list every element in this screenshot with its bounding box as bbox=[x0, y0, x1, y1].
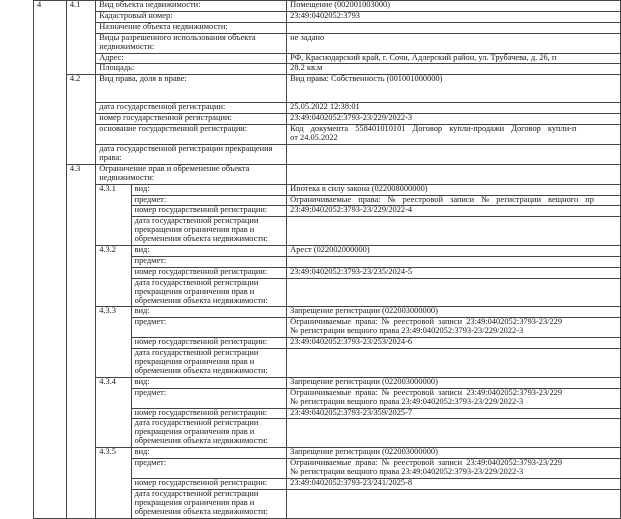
field-value bbox=[287, 125, 621, 145]
field-value: Арест (022002000000) bbox=[287, 246, 621, 257]
field-label: вид: bbox=[131, 246, 287, 257]
table-row bbox=[34, 246, 621, 257]
table-row bbox=[34, 164, 621, 184]
field-label: предмет: bbox=[131, 195, 287, 206]
field-label: дата государственной регистрации: bbox=[96, 103, 287, 114]
value-line: Ограничиваемые права: № реестровой записи № регистрации вещного пр bbox=[290, 194, 594, 204]
field-label: предмет: bbox=[131, 318, 287, 338]
field-value: Вид права: Собственность (001001000000) bbox=[287, 75, 621, 103]
field-label: вид: bbox=[131, 307, 287, 318]
table-row bbox=[34, 114, 621, 125]
field-value: 23:49:0402052:3793-23/253/2024-6 bbox=[287, 338, 621, 349]
table-row bbox=[34, 448, 621, 459]
field-value: 23:49:0402052:3793 bbox=[287, 11, 621, 22]
subsection-number: 4.3.4 bbox=[96, 377, 131, 447]
table-row bbox=[34, 307, 621, 318]
field-value: Запрещение регистрации (022003000000) bbox=[287, 307, 621, 318]
field-value: Ипотека в силу закона (022008000000) bbox=[287, 184, 621, 195]
section-number: 4.1 bbox=[66, 1, 95, 75]
field-label: Назначение объекта недвижимости: bbox=[96, 22, 287, 33]
subsection-number: 4.3.3 bbox=[96, 307, 131, 377]
field-label: Вид объекта недвижимости: bbox=[96, 1, 287, 12]
field-value bbox=[287, 278, 621, 307]
field-value bbox=[287, 217, 621, 246]
field-value: 25.05.2022 12:38:01 bbox=[287, 103, 621, 114]
field-label: Виды разрешенного использования объекта недвижимости: bbox=[96, 33, 287, 53]
field-value bbox=[287, 318, 621, 338]
field-value: 23:49:0402052:3793-23/235/2024-5 bbox=[287, 267, 621, 278]
field-value: 23:49:0402052:3793-23/229/2022-3 bbox=[287, 114, 621, 125]
field-label: дата государственной регистрации прекращения ограничения прав и обременения объекта недвижимости: bbox=[131, 278, 287, 307]
field-value bbox=[287, 388, 621, 408]
table-row bbox=[34, 64, 621, 75]
field-label: номер государственной регистрации: bbox=[131, 206, 287, 217]
subsection-number: 4.3.2 bbox=[96, 246, 131, 307]
field-label: Кадастровый номер: bbox=[96, 11, 287, 22]
field-label: вид: bbox=[131, 448, 287, 459]
value-line: № регистрации вещного права 23:49:0402052:3793-23/229/2022-3 bbox=[290, 466, 524, 476]
field-label: основание государственной регистрации: bbox=[96, 125, 287, 145]
table-row bbox=[34, 53, 621, 64]
field-value bbox=[287, 459, 621, 479]
field-value: Запрещение регистрации (022003000000) bbox=[287, 448, 621, 459]
value-line: № регистрации вещного права 23:49:0402052:3793-23/229/2022-3 bbox=[290, 326, 524, 336]
table-row bbox=[34, 33, 621, 53]
table-row bbox=[34, 11, 621, 22]
field-label: дата государственной регистрации прекращения права: bbox=[96, 144, 287, 164]
field-value bbox=[287, 22, 621, 33]
field-value: 23:49:0402052:3793-23/229/2022-4 bbox=[287, 206, 621, 217]
table-row bbox=[34, 75, 621, 103]
field-label: дата государственной регистрации прекращения ограничения прав и обременения объекта недвижимости: bbox=[131, 349, 287, 378]
value-line: Код документа 558401010101 Договор купли-продажи Договор купли-п bbox=[290, 124, 577, 134]
field-value: 23:49:0402052:3793-23/359/2025-7 bbox=[287, 408, 621, 419]
field-label: дата государственной регистрации прекращения ограничения прав и обременения объекта недвижимости: bbox=[131, 419, 287, 448]
field-label: номер государственной регистрации: bbox=[131, 478, 287, 489]
field-label: Адрес: bbox=[96, 53, 287, 64]
value-line: № регистрации вещного права 23:49:0402052:3793-23/229/2022-3 bbox=[290, 396, 524, 406]
table-row bbox=[34, 22, 621, 33]
field-label: номер государственной регистрации: bbox=[131, 408, 287, 419]
field-label: дата государственной регистрации прекращения ограничения прав и обременения объекта недвижимости: bbox=[131, 217, 287, 246]
field-value bbox=[287, 489, 621, 518]
value-line: Ограничиваемые права: № реестровой записи 23:49:0402052:3793-23/229 bbox=[290, 387, 563, 397]
field-value bbox=[287, 164, 621, 184]
field-label: вид: bbox=[131, 377, 287, 388]
table-row bbox=[34, 144, 621, 164]
field-value bbox=[287, 195, 621, 206]
value-line: Ограничиваемые права: № реестровой записи 23:49:0402052:3793-23/229 bbox=[290, 458, 563, 468]
egrn-object-record-table bbox=[33, 0, 621, 519]
value-line: Ограничиваемые права: № реестровой записи 23:49:0402052:3793-23/229 bbox=[290, 317, 563, 327]
field-label: номер государственной регистрации: bbox=[96, 114, 287, 125]
field-label: Площадь: bbox=[96, 64, 287, 75]
item-number: 4 bbox=[34, 1, 67, 519]
subsection-number: 4.3.1 bbox=[96, 184, 131, 245]
field-value bbox=[287, 256, 621, 267]
field-value bbox=[287, 144, 621, 164]
section-number: 4.2 bbox=[66, 75, 95, 164]
field-label: вид: bbox=[131, 184, 287, 195]
table-row bbox=[34, 184, 621, 195]
field-label: Ограничение прав и обременение объекта недвижимости: bbox=[96, 164, 287, 184]
field-label: дата государственной регистрации прекращения ограничения прав и обременения объекта недвижимости: bbox=[131, 489, 287, 518]
field-label: предмет: bbox=[131, 388, 287, 408]
value-line: от 24.05.2022 bbox=[290, 133, 338, 143]
field-label: предмет: bbox=[131, 256, 287, 267]
table-row bbox=[34, 103, 621, 114]
section-number: 4.3 bbox=[66, 164, 95, 518]
field-value: 28.2 кв.м bbox=[287, 64, 621, 75]
subsection-number: 4.3.5 bbox=[96, 448, 131, 518]
table-row bbox=[34, 1, 621, 12]
field-label: номер государственной регистрации: bbox=[131, 267, 287, 278]
table-row bbox=[34, 125, 621, 145]
field-value bbox=[287, 419, 621, 448]
table-row bbox=[34, 377, 621, 388]
field-value: 23:49:0402052:3793-23/241/2025-8 bbox=[287, 478, 621, 489]
field-label: Вид права, доля в праве: bbox=[96, 75, 287, 103]
field-label: предмет: bbox=[131, 459, 287, 479]
field-value: РФ, Краснодарский край, г. Сочи, Адлерский район, ул. Трубачева, д. 26, п bbox=[287, 53, 621, 64]
field-value: не задано bbox=[287, 33, 621, 53]
field-value: Запрещение регистрации (022003000000) bbox=[287, 377, 621, 388]
field-value: Помещение (002001003000) bbox=[287, 1, 621, 12]
field-label: номер государственной регистрации: bbox=[131, 338, 287, 349]
field-value bbox=[287, 349, 621, 378]
